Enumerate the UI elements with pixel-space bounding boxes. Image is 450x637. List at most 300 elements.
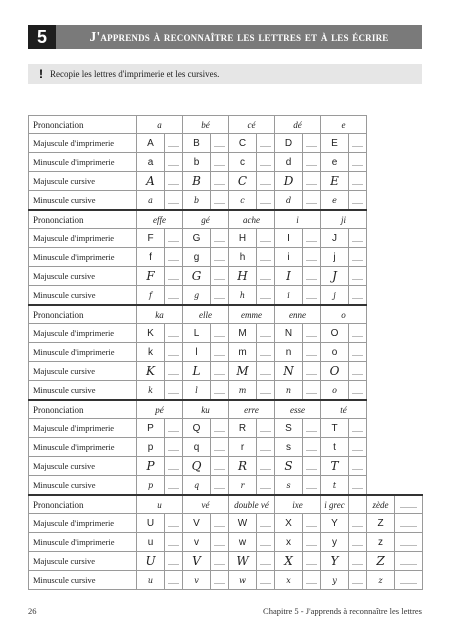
writing-line xyxy=(168,157,178,166)
pronunciation-cell: bé xyxy=(183,116,229,134)
writing-line xyxy=(214,461,224,470)
letter-cell: p xyxy=(137,476,165,496)
writing-blank[interactable] xyxy=(349,552,367,571)
letter-cell: s xyxy=(275,476,303,496)
writing-line xyxy=(306,556,316,565)
letter-cell: T xyxy=(321,457,349,476)
letter-cell: j xyxy=(321,286,349,306)
writing-blank[interactable] xyxy=(303,476,321,496)
writing-line xyxy=(214,480,224,489)
writing-line xyxy=(400,518,416,527)
letter-cell: B xyxy=(183,172,211,191)
letter-cell: u xyxy=(137,571,165,590)
pronunciation-cell: double vé xyxy=(229,495,275,514)
writing-line xyxy=(168,328,178,337)
writing-blank[interactable] xyxy=(349,438,367,457)
letter-cell: B xyxy=(183,134,211,153)
writing-blank[interactable] xyxy=(165,457,183,476)
writing-blank[interactable] xyxy=(349,229,367,248)
writing-blank[interactable] xyxy=(257,191,275,211)
instruction-text: Recopie les lettres d'imprimerie et les cursives. xyxy=(50,69,220,79)
writing-blank[interactable] xyxy=(165,191,183,211)
writing-blank[interactable] xyxy=(211,286,229,306)
writing-blank[interactable] xyxy=(303,457,321,476)
row-label-lower-print: Minuscule d'imprimerie xyxy=(29,533,137,552)
letter-cell: f xyxy=(137,286,165,306)
table-row xyxy=(29,533,423,552)
writing-line xyxy=(214,518,224,527)
letter-cell: J xyxy=(321,267,349,286)
letter-cell: I xyxy=(275,229,303,248)
letter-cell: U xyxy=(137,552,165,571)
pronunciation-cell: a xyxy=(137,116,183,134)
writing-blank[interactable] xyxy=(257,286,275,306)
letter-cell: t xyxy=(321,438,349,457)
writing-blank[interactable] xyxy=(303,343,321,362)
writing-line xyxy=(168,290,178,299)
writing-blank[interactable] xyxy=(165,229,183,248)
letter-cell: L xyxy=(183,362,211,381)
letter-cell: R xyxy=(229,457,257,476)
letter-cell: K xyxy=(137,324,165,343)
writing-line xyxy=(168,195,178,204)
table-row xyxy=(29,552,423,571)
table-row xyxy=(29,305,423,324)
empty-cell xyxy=(367,267,395,286)
writing-line xyxy=(260,252,270,261)
pronunciation-cell: o xyxy=(321,305,367,324)
writing-line xyxy=(168,271,178,280)
row-label-pronunciation: Prononciation xyxy=(29,495,137,514)
pronunciation-cell: i xyxy=(275,210,321,229)
writing-blank[interactable] xyxy=(257,267,275,286)
writing-line xyxy=(260,328,270,337)
writing-blank[interactable] xyxy=(303,153,321,172)
letter-cell: X xyxy=(275,514,303,533)
table-row xyxy=(29,267,423,286)
writing-line xyxy=(306,176,316,185)
writing-blank[interactable] xyxy=(349,248,367,267)
letter-cell: S xyxy=(275,457,303,476)
writing-blank[interactable] xyxy=(395,552,423,571)
writing-line xyxy=(260,575,270,584)
writing-blank[interactable] xyxy=(303,248,321,267)
writing-blank[interactable] xyxy=(349,324,367,343)
writing-blank[interactable] xyxy=(303,172,321,191)
writing-blank[interactable] xyxy=(165,552,183,571)
writing-blank[interactable] xyxy=(257,248,275,267)
letter-cell: D xyxy=(275,134,303,153)
empty-cell xyxy=(367,191,395,211)
writing-blank[interactable] xyxy=(211,248,229,267)
row-label-upper-cursive: Majuscule cursive xyxy=(29,172,137,191)
writing-blank[interactable] xyxy=(165,324,183,343)
writing-line xyxy=(352,271,362,280)
writing-blank[interactable] xyxy=(257,457,275,476)
pronunciation-cell: vé xyxy=(183,495,229,514)
letter-cell: f xyxy=(137,248,165,267)
writing-line xyxy=(260,442,270,451)
writing-blank[interactable] xyxy=(349,286,367,306)
writing-line xyxy=(306,537,316,546)
letter-cell: c xyxy=(229,153,257,172)
writing-blank[interactable] xyxy=(303,419,321,438)
row-label-lower-cursive: Minuscule cursive xyxy=(29,476,137,496)
writing-blank[interactable] xyxy=(257,438,275,457)
writing-blank[interactable] xyxy=(303,381,321,401)
writing-blank[interactable] xyxy=(303,267,321,286)
table-row xyxy=(29,116,423,134)
letter-cell: O xyxy=(321,362,349,381)
writing-line xyxy=(352,461,362,470)
writing-line xyxy=(306,271,316,280)
writing-blank[interactable] xyxy=(165,248,183,267)
writing-line xyxy=(214,366,224,375)
writing-line xyxy=(168,385,178,394)
table-row xyxy=(29,134,423,153)
writing-line xyxy=(352,195,362,204)
writing-blank[interactable] xyxy=(257,134,275,153)
writing-line xyxy=(306,480,316,489)
letter-cell: N xyxy=(275,324,303,343)
writing-blank[interactable] xyxy=(211,533,229,552)
writing-line xyxy=(352,575,362,584)
letter-cell: C xyxy=(229,134,257,153)
letter-cell: A xyxy=(137,172,165,191)
writing-line xyxy=(260,385,270,394)
letter-cell: l xyxy=(183,381,211,401)
row-label-upper-cursive: Majuscule cursive xyxy=(29,362,137,381)
letter-cell: H xyxy=(229,267,257,286)
writing-blank[interactable] xyxy=(349,457,367,476)
writing-line xyxy=(168,461,178,470)
row-label-pronunciation: Prononciation xyxy=(29,305,137,324)
writing-line xyxy=(214,575,224,584)
pronunciation-cell: cé xyxy=(229,116,275,134)
writing-line xyxy=(352,157,362,166)
writing-blank[interactable] xyxy=(165,419,183,438)
row-label-upper-cursive: Majuscule cursive xyxy=(29,267,137,286)
pronunciation-cell: dé xyxy=(275,116,321,134)
writing-blank[interactable] xyxy=(349,134,367,153)
writing-blank[interactable] xyxy=(303,229,321,248)
letter-cell: M xyxy=(229,362,257,381)
writing-blank[interactable] xyxy=(165,533,183,552)
table-row xyxy=(29,457,423,476)
writing-blank[interactable] xyxy=(257,324,275,343)
writing-blank[interactable] xyxy=(349,476,367,496)
writing-blank[interactable] xyxy=(257,172,275,191)
writing-line xyxy=(352,138,362,147)
writing-line xyxy=(168,252,178,261)
writing-blank[interactable] xyxy=(349,153,367,172)
writing-line xyxy=(352,537,362,546)
writing-blank[interactable] xyxy=(303,324,321,343)
writing-line xyxy=(214,271,224,280)
writing-line xyxy=(260,138,270,147)
writing-blank[interactable] xyxy=(349,571,367,590)
writing-line xyxy=(214,537,224,546)
writing-line xyxy=(168,537,178,546)
row-label-lower-print: Minuscule d'imprimerie xyxy=(29,343,137,362)
table-row xyxy=(29,210,423,229)
writing-line xyxy=(306,157,316,166)
writing-blank[interactable] xyxy=(303,533,321,552)
writing-line xyxy=(306,442,316,451)
writing-blank[interactable] xyxy=(211,153,229,172)
letter-cell: H xyxy=(229,229,257,248)
letter-cell: A xyxy=(137,134,165,153)
writing-line xyxy=(260,347,270,356)
writing-line xyxy=(214,556,224,565)
writing-blank[interactable] xyxy=(165,476,183,496)
writing-blank[interactable] xyxy=(349,343,367,362)
writing-blank[interactable] xyxy=(211,343,229,362)
writing-blank[interactable] xyxy=(303,191,321,211)
letter-cell: a xyxy=(137,191,165,211)
writing-blank[interactable] xyxy=(211,267,229,286)
letter-cell: O xyxy=(321,324,349,343)
writing-line xyxy=(214,195,224,204)
pronunciation-cell: elle xyxy=(183,305,229,324)
letter-cell: S xyxy=(275,419,303,438)
writing-blank[interactable] xyxy=(395,533,423,552)
letter-cell: q xyxy=(183,476,211,496)
table-row xyxy=(29,514,423,533)
writing-blank[interactable] xyxy=(211,229,229,248)
table-row xyxy=(29,438,423,457)
writing-line xyxy=(214,176,224,185)
writing-blank[interactable] xyxy=(211,381,229,401)
writing-blank[interactable] xyxy=(165,438,183,457)
writing-blank[interactable] xyxy=(165,343,183,362)
writing-blank[interactable] xyxy=(303,286,321,306)
writing-blank[interactable] xyxy=(257,514,275,533)
writing-line xyxy=(352,290,362,299)
letter-cell: s xyxy=(275,438,303,457)
writing-line xyxy=(352,518,362,527)
row-label-pronunciation: Prononciation xyxy=(29,400,137,419)
writing-blank[interactable] xyxy=(165,134,183,153)
writing-line xyxy=(352,423,362,432)
letter-cell: c xyxy=(229,191,257,211)
letter-cell: b xyxy=(183,191,211,211)
row-label-lower-print: Minuscule d'imprimerie xyxy=(29,248,137,267)
pronunciation-cell: ache xyxy=(229,210,275,229)
writing-blank[interactable] xyxy=(165,267,183,286)
writing-blank[interactable] xyxy=(211,571,229,590)
writing-blank[interactable] xyxy=(303,571,321,590)
writing-blank[interactable] xyxy=(257,229,275,248)
table-row xyxy=(29,248,423,267)
writing-blank[interactable] xyxy=(257,419,275,438)
table-row xyxy=(29,153,423,172)
writing-line xyxy=(168,518,178,527)
writing-line xyxy=(260,366,270,375)
writing-blank[interactable] xyxy=(303,514,321,533)
writing-line xyxy=(168,138,178,147)
pronunciation-cell: i grec xyxy=(321,495,349,514)
letter-cell: Q xyxy=(183,457,211,476)
writing-blank[interactable] xyxy=(211,457,229,476)
writing-blank[interactable] xyxy=(165,381,183,401)
writing-line xyxy=(260,271,270,280)
empty-cell xyxy=(367,286,395,306)
writing-line xyxy=(306,328,316,337)
letter-cell: o xyxy=(321,343,349,362)
empty-cell xyxy=(367,248,395,267)
writing-line xyxy=(352,252,362,261)
writing-blank[interactable] xyxy=(211,552,229,571)
letter-cell: j xyxy=(321,248,349,267)
empty-cell xyxy=(367,134,395,153)
row-label-upper-print: Majuscule d'imprimerie xyxy=(29,419,137,438)
writing-blank[interactable] xyxy=(257,533,275,552)
writing-blank[interactable] xyxy=(395,514,423,533)
writing-line xyxy=(260,176,270,185)
writing-blank[interactable] xyxy=(211,172,229,191)
writing-blank[interactable] xyxy=(395,495,423,514)
writing-blank[interactable] xyxy=(303,362,321,381)
writing-blank[interactable] xyxy=(349,419,367,438)
writing-blank[interactable] xyxy=(349,381,367,401)
writing-line xyxy=(260,233,270,242)
writing-blank[interactable] xyxy=(211,419,229,438)
page-number: 26 xyxy=(28,606,37,616)
table-row xyxy=(29,286,423,306)
writing-blank[interactable] xyxy=(257,343,275,362)
letter-cell: u xyxy=(137,533,165,552)
letter-cell: a xyxy=(137,153,165,172)
writing-line xyxy=(168,575,178,584)
writing-blank[interactable] xyxy=(257,552,275,571)
writing-blank[interactable] xyxy=(211,324,229,343)
writing-blank[interactable] xyxy=(349,172,367,191)
letter-cell: W xyxy=(229,514,257,533)
writing-line xyxy=(306,252,316,261)
writing-line xyxy=(400,537,416,546)
letter-cell: i xyxy=(275,248,303,267)
writing-line xyxy=(306,518,316,527)
writing-blank[interactable] xyxy=(349,362,367,381)
writing-line xyxy=(260,518,270,527)
writing-blank[interactable] xyxy=(165,286,183,306)
table-row xyxy=(29,343,423,362)
writing-blank[interactable] xyxy=(395,571,423,590)
letter-cell: k xyxy=(137,343,165,362)
writing-blank[interactable] xyxy=(165,571,183,590)
letter-cell: N xyxy=(275,362,303,381)
letter-cell: h xyxy=(229,286,257,306)
letter-cell: l xyxy=(183,343,211,362)
letter-cell: P xyxy=(137,457,165,476)
row-label-lower-cursive: Minuscule cursive xyxy=(29,191,137,211)
writing-blank[interactable] xyxy=(211,191,229,211)
writing-blank[interactable] xyxy=(349,191,367,211)
pronunciation-cell: emme xyxy=(229,305,275,324)
writing-line xyxy=(306,575,316,584)
table-row xyxy=(29,571,423,590)
table-row xyxy=(29,419,423,438)
writing-line xyxy=(352,556,362,565)
letter-cell: b xyxy=(183,153,211,172)
writing-line xyxy=(214,347,224,356)
writing-blank[interactable] xyxy=(349,267,367,286)
letter-cell: o xyxy=(321,381,349,401)
writing-line xyxy=(352,480,362,489)
writing-blank[interactable] xyxy=(303,552,321,571)
writing-blank[interactable] xyxy=(211,438,229,457)
writing-blank[interactable] xyxy=(257,362,275,381)
pronunciation-cell: ji xyxy=(321,210,367,229)
writing-line xyxy=(306,233,316,242)
writing-blank[interactable] xyxy=(211,476,229,496)
letter-cell: n xyxy=(275,381,303,401)
letter-cell: Z xyxy=(367,552,395,571)
letter-cell: q xyxy=(183,438,211,457)
writing-blank[interactable] xyxy=(303,438,321,457)
writing-blank[interactable] xyxy=(165,362,183,381)
letter-cell: K xyxy=(137,362,165,381)
table-row xyxy=(29,400,423,419)
chapter-number: 5 xyxy=(28,25,56,49)
writing-line xyxy=(400,556,416,565)
writing-blank[interactable] xyxy=(257,571,275,590)
letter-cell: M xyxy=(229,324,257,343)
row-label-upper-print: Majuscule d'imprimerie xyxy=(29,134,137,153)
writing-blank[interactable] xyxy=(211,134,229,153)
writing-blank[interactable] xyxy=(165,153,183,172)
writing-blank[interactable] xyxy=(257,153,275,172)
writing-line xyxy=(168,556,178,565)
letter-cell: x xyxy=(275,533,303,552)
writing-line xyxy=(260,423,270,432)
writing-blank[interactable] xyxy=(349,514,367,533)
letter-cell: Z xyxy=(367,514,395,533)
letter-cell: m xyxy=(229,343,257,362)
writing-blank[interactable] xyxy=(349,533,367,552)
letter-cell: g xyxy=(183,248,211,267)
writing-blank[interactable] xyxy=(211,362,229,381)
writing-blank[interactable] xyxy=(165,172,183,191)
empty-cell xyxy=(367,210,395,229)
writing-line xyxy=(214,328,224,337)
writing-blank[interactable] xyxy=(165,514,183,533)
letter-cell: F xyxy=(137,267,165,286)
letter-cell: W xyxy=(229,552,257,571)
pronunciation-cell: u xyxy=(137,495,183,514)
writing-line xyxy=(352,385,362,394)
chapter-header xyxy=(28,25,422,49)
writing-line xyxy=(214,157,224,166)
alphabet-table xyxy=(28,115,423,590)
writing-blank[interactable] xyxy=(257,381,275,401)
writing-line xyxy=(168,423,178,432)
table-row xyxy=(29,381,423,401)
writing-line xyxy=(352,328,362,337)
writing-line xyxy=(260,157,270,166)
writing-blank[interactable] xyxy=(303,134,321,153)
writing-line xyxy=(168,366,178,375)
pronunciation-cell: té xyxy=(321,400,367,419)
letter-cell: U xyxy=(137,514,165,533)
letter-cell: i xyxy=(275,286,303,306)
writing-blank[interactable] xyxy=(211,514,229,533)
letter-cell: J xyxy=(321,229,349,248)
writing-blank[interactable] xyxy=(257,476,275,496)
letter-cell: Y xyxy=(321,514,349,533)
writing-line xyxy=(400,575,416,584)
